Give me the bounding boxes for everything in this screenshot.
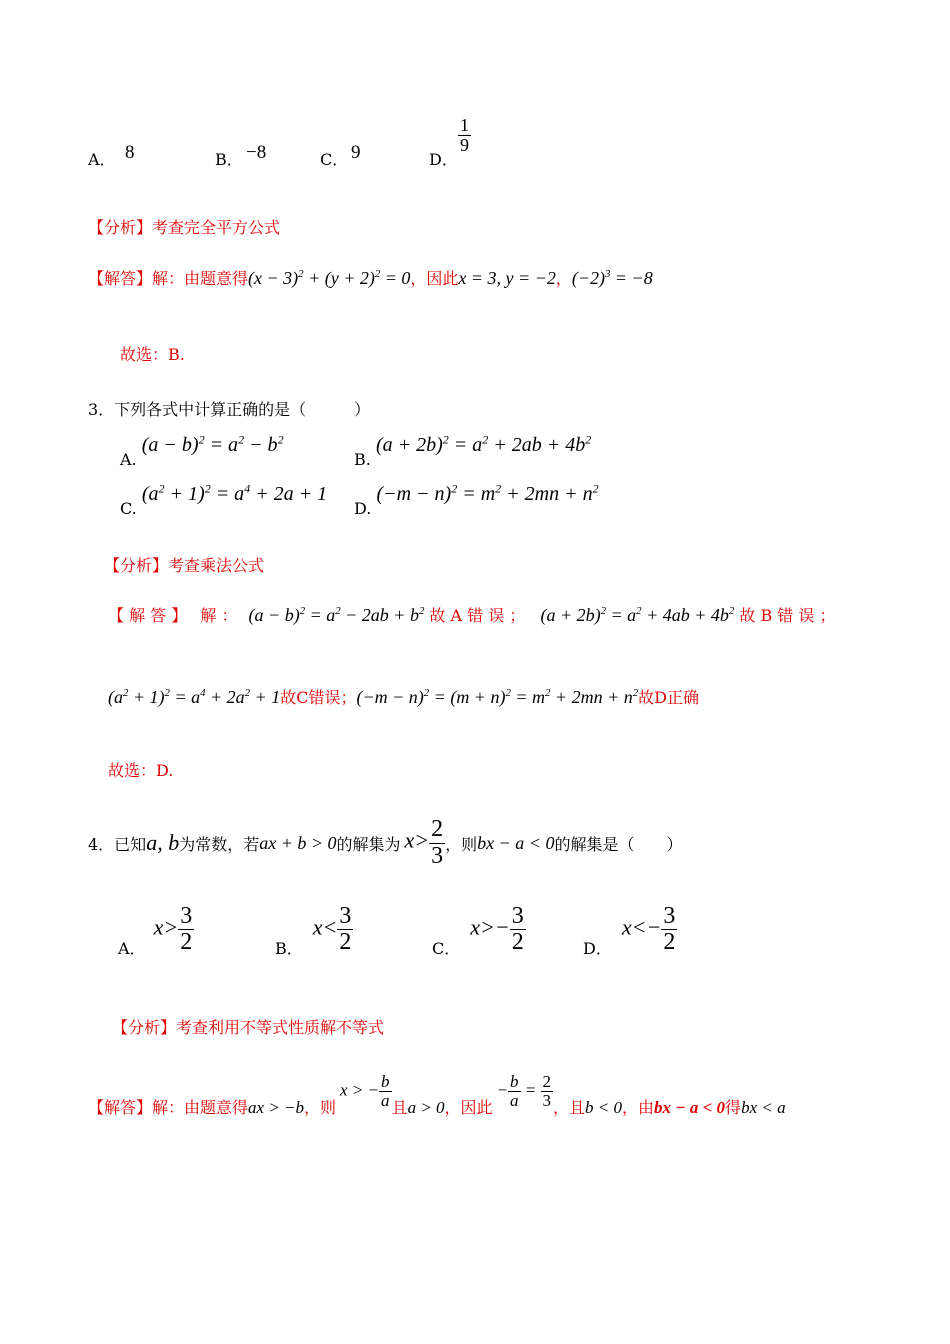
q2-option-b-value: −8 — [246, 142, 267, 163]
q2-option-b: B． — [215, 150, 243, 169]
q3-option-c-expr: $(a^2 + 1)^2 = a^4 + 2a + 1$ — [141, 481, 328, 505]
q4-answer-expr-4: − $\frac{b}{a}$ = $\frac{2}{3}$ — [496, 1072, 552, 1111]
q4-answer-expr-3: a > 0 — [407, 1098, 445, 1117]
q4-constants: a, b — [146, 830, 180, 855]
q2-option-c: C． — [320, 150, 349, 169]
q2-result: 故选：B. — [120, 345, 185, 364]
q3-answer-expr-d: $(-m - n)^2 = (m + n)^2 = m^2 + 2mn + n^2$ — [356, 687, 639, 707]
q4-answer-expr-5: b < 0 — [585, 1098, 623, 1117]
q4-answer-expr-6: bx − a < 0 — [654, 1098, 726, 1117]
q2-option-a-value: 8 — [125, 142, 135, 163]
q2-option-c-value: 9 — [351, 142, 361, 163]
q2-equation-1: $(x - 3)^2 + (y + 2)^2 = 0$ — [248, 268, 411, 288]
q3-answer-expr-c: $(a^2 + 1)^2 = a^4 + 2a^2 + 1$ — [108, 687, 281, 707]
q4-given-inequality: ax + b > 0 — [259, 832, 337, 853]
q2-option-a: A． — [88, 150, 116, 169]
q4-answer-expr-7: bx < a — [741, 1098, 786, 1117]
q3-option-c: C. $(a^2 + 1)^2 = a^4 + 2a + 1$ — [120, 481, 328, 518]
q3-option-d: D. $(-m - n)^2 = m^2 + 2mn + n^2$ — [354, 481, 599, 518]
q3-answer-line-1: 【 解 答 】 解 ： $(a - b)^2 = a^2 - 2ab + b^2$ 故 A 错 误 ； $(a + 2b)^2 = a^2 + 4ab + 4b^2$ 故 B 错 误 ； — [108, 605, 836, 625]
q4-given-solution: x> $\frac{2}{3}$ — [404, 816, 444, 869]
q4-option-a: A． x> $\frac{3}{2}$ — [118, 903, 193, 959]
q3-result: 故选：D. — [108, 761, 174, 780]
q4-stem: 4．已知 a, b 为常数，若 ax + b > 0 的解集为 x> $\frac{2}{3}$ ，则 bx − a < 0 的解集是（ ） — [88, 816, 683, 869]
q2-equation-2: x = 3, y = −2 — [458, 268, 556, 288]
q4-target-inequality: bx − a < 0 — [477, 832, 555, 853]
q3-answer-expr-b: $(a + 2b)^2 = a^2 + 4ab + 4b^2$ — [540, 605, 735, 625]
q4-answer-expr-1: ax > −b — [248, 1098, 305, 1117]
q3-option-b: B. $(a + 2b)^2 = a^2 + 2ab + 4b^2$ — [354, 432, 592, 469]
q2-option-d: D． — [429, 150, 458, 169]
q4-analysis: 【分析】考查利用不等式性质解不等式 — [112, 1018, 385, 1037]
q2-equation-3: $(-2)^3 = -8$ — [571, 268, 653, 288]
q3-option-a: A. $(a - b)^2 = a^2 - b^2$ — [120, 432, 284, 469]
q2-analysis: 【分析】考查完全平方公式 — [88, 218, 281, 237]
q3-answer-line-2: $(a^2 + 1)^2 = a^4 + 2a^2 + 1$故C错误；$(-m - n)^2 = (m + n)^2 = m^2 + 2mn + n^2$故D正确 — [108, 687, 699, 707]
q4-option-c: C． x>− $\frac{3}{2}$ — [432, 903, 524, 959]
q3-option-b-expr: $(a + 2b)^2 = a^2 + 2ab + 4b^2$ — [375, 432, 592, 456]
q3-stem: 3．下列各式中计算正确的是（ ） — [88, 400, 371, 419]
q3-analysis: 【分析】考查乘法公式 — [104, 556, 265, 575]
q4-answer: 【解答】 解：由题意得 ax > −b ，则 x > − $\frac{b}{a}$ 且 a > 0 ，因此 − $\frac{b}{a}$ = $\frac{2}{3}$ ，且 b < 0 ，由 bx − a < 0 得 bx < a — [88, 1072, 786, 1117]
q3-option-d-expr: $(-m - n)^2 = m^2 + 2mn + n^2$ — [376, 481, 599, 505]
q3-option-a-expr: $(a - b)^2 = a^2 - b^2$ — [141, 432, 284, 456]
q3-answer-expr-a: $(a - b)^2 = a^2 - 2ab + b^2$ — [248, 605, 425, 625]
q4-answer-expr-2: x > − $\frac{b}{a}$ — [340, 1072, 390, 1111]
q2-answer: 【解答】解：由题意得$(x - 3)^2 + (y + 2)^2 = 0$，因此x = 3, y = −2，$(-2)^3 = -8$ — [88, 268, 653, 288]
q4-option-d: D． x<− $\frac{3}{2}$ — [583, 903, 676, 959]
q2-option-d-value: $\frac{1}{9}$ — [460, 115, 469, 155]
q4-option-b: B． x< $\frac{3}{2}$ — [275, 903, 352, 959]
